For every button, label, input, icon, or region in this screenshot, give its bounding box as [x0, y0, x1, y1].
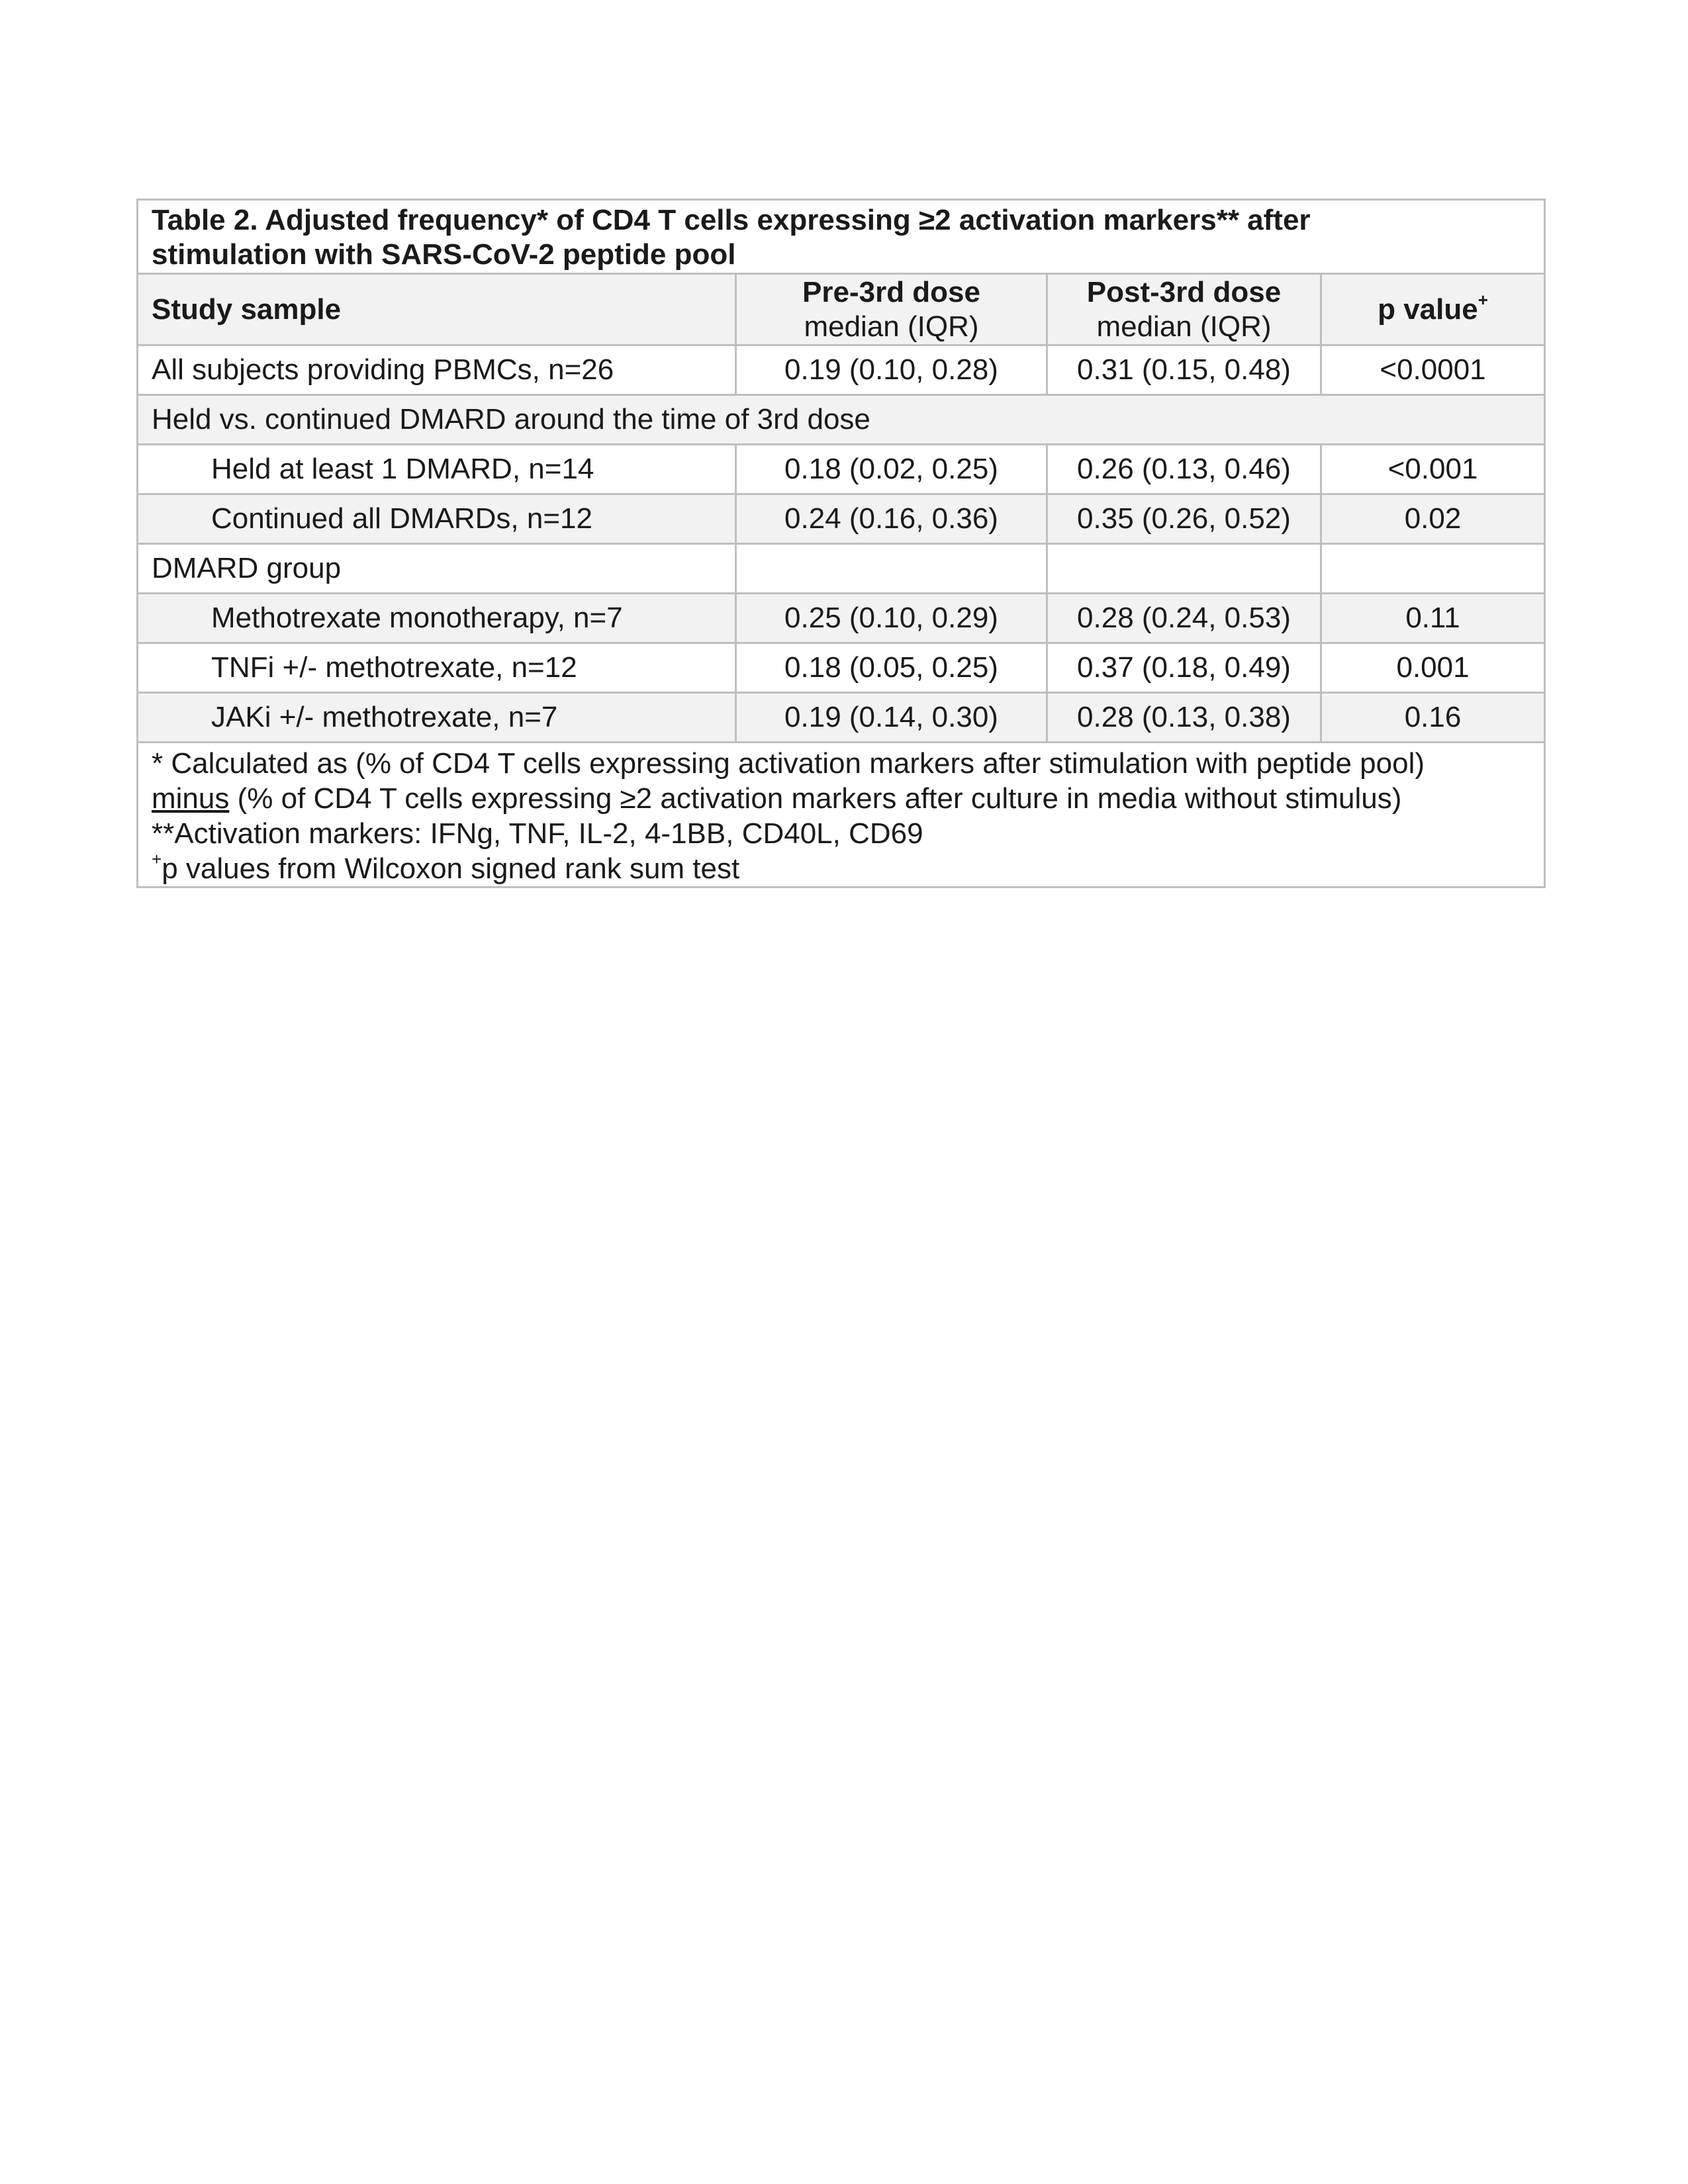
row-post: 0.37 (0.18, 0.49) — [1047, 643, 1321, 693]
table-section-row — [138, 544, 1545, 594]
header-post-dose-sub: median (IQR) — [1096, 310, 1272, 343]
row-pre: 0.19 (0.14, 0.30) — [736, 693, 1047, 743]
table-section-row — [138, 395, 1545, 445]
row-p: <0.001 — [1321, 445, 1545, 494]
header-pre-dose — [736, 274, 1047, 345]
row-post: 0.28 (0.24, 0.53) — [1047, 594, 1321, 643]
table-title — [138, 200, 1545, 274]
row-post: 0.26 (0.13, 0.46) — [1047, 445, 1321, 494]
row-label: TNFi +/- methotrexate, n=12 — [138, 643, 736, 693]
header-pre-dose-sub: median (IQR) — [804, 310, 979, 343]
table-row — [138, 693, 1545, 743]
table-row — [138, 643, 1545, 693]
row-post: 0.35 (0.26, 0.52) — [1047, 494, 1321, 544]
header-p-value-label: p value — [1378, 293, 1478, 326]
row-label: JAKi +/- methotrexate, n=7 — [138, 693, 736, 743]
table-row — [138, 445, 1545, 494]
results-table — [136, 199, 1546, 888]
row-post: 0.31 (0.15, 0.48) — [1047, 345, 1321, 395]
table-header-row — [138, 274, 1545, 345]
footnote-line-1: * Calculated as (% of CD4 T cells expressing activation markers after stimulation with peptide pool) — [152, 747, 1425, 780]
table-row — [138, 345, 1545, 395]
row-pre: 0.19 (0.10, 0.28) — [736, 345, 1047, 395]
row-post — [1047, 544, 1321, 594]
row-label: Continued all DMARDs, n=12 — [138, 494, 736, 544]
footnote-minus: minus — [152, 782, 230, 815]
footnote-line-4 — [152, 851, 1530, 886]
header-p-value-sup: + — [1477, 289, 1488, 310]
row-pre: 0.24 (0.16, 0.36) — [736, 494, 1047, 544]
footnote-line-2 — [152, 781, 1530, 816]
table-title-line-1: Table 2. Adjusted frequency* of CD4 T cells expressing ≥2 activation markers** after — [152, 204, 1311, 236]
row-pre: 0.18 (0.05, 0.25) — [736, 643, 1047, 693]
table-title-row — [138, 200, 1545, 274]
table-row — [138, 494, 1545, 544]
row-p — [1321, 544, 1545, 594]
row-label: Methotrexate monotherapy, n=7 — [138, 594, 736, 643]
row-p: 0.001 — [1321, 643, 1545, 693]
row-label: All subjects providing PBMCs, n=26 — [138, 345, 736, 395]
section-label: DMARD group — [138, 544, 736, 594]
header-pre-dose-title: Pre-3rd dose — [802, 275, 980, 308]
row-post: 0.28 (0.13, 0.38) — [1047, 693, 1321, 743]
footnote-line-4-text: p values from Wilcoxon signed rank sum test — [162, 852, 740, 885]
row-p: 0.11 — [1321, 594, 1545, 643]
row-pre: 0.25 (0.10, 0.29) — [736, 594, 1047, 643]
row-p: 0.02 — [1321, 494, 1545, 544]
row-pre — [736, 544, 1047, 594]
table-footnote-row — [138, 743, 1545, 887]
header-p-value — [1321, 274, 1545, 345]
table-footnotes — [138, 743, 1545, 887]
footnote-line-4-sup: + — [152, 849, 162, 870]
header-study-sample: Study sample — [138, 274, 736, 345]
footnote-line-2-text: (% of CD4 T cells expressing ≥2 activation markers after culture in media without stimulus) — [229, 782, 1402, 815]
row-label: Held at least 1 DMARD, n=14 — [138, 445, 736, 494]
footnote-line-3: **Activation markers: IFNg, TNF, IL-2, 4-1BB, CD40L, CD69 — [152, 817, 923, 850]
table-row — [138, 594, 1545, 643]
row-p: <0.0001 — [1321, 345, 1545, 395]
header-post-dose-title: Post-3rd dose — [1086, 275, 1282, 308]
header-post-dose — [1047, 274, 1321, 345]
section-label: Held vs. continued DMARD around the time of 3rd dose — [138, 395, 1545, 445]
row-pre: 0.18 (0.02, 0.25) — [736, 445, 1047, 494]
row-p: 0.16 — [1321, 693, 1545, 743]
table-title-line-2: stimulation with SARS-CoV-2 peptide pool — [152, 238, 736, 271]
